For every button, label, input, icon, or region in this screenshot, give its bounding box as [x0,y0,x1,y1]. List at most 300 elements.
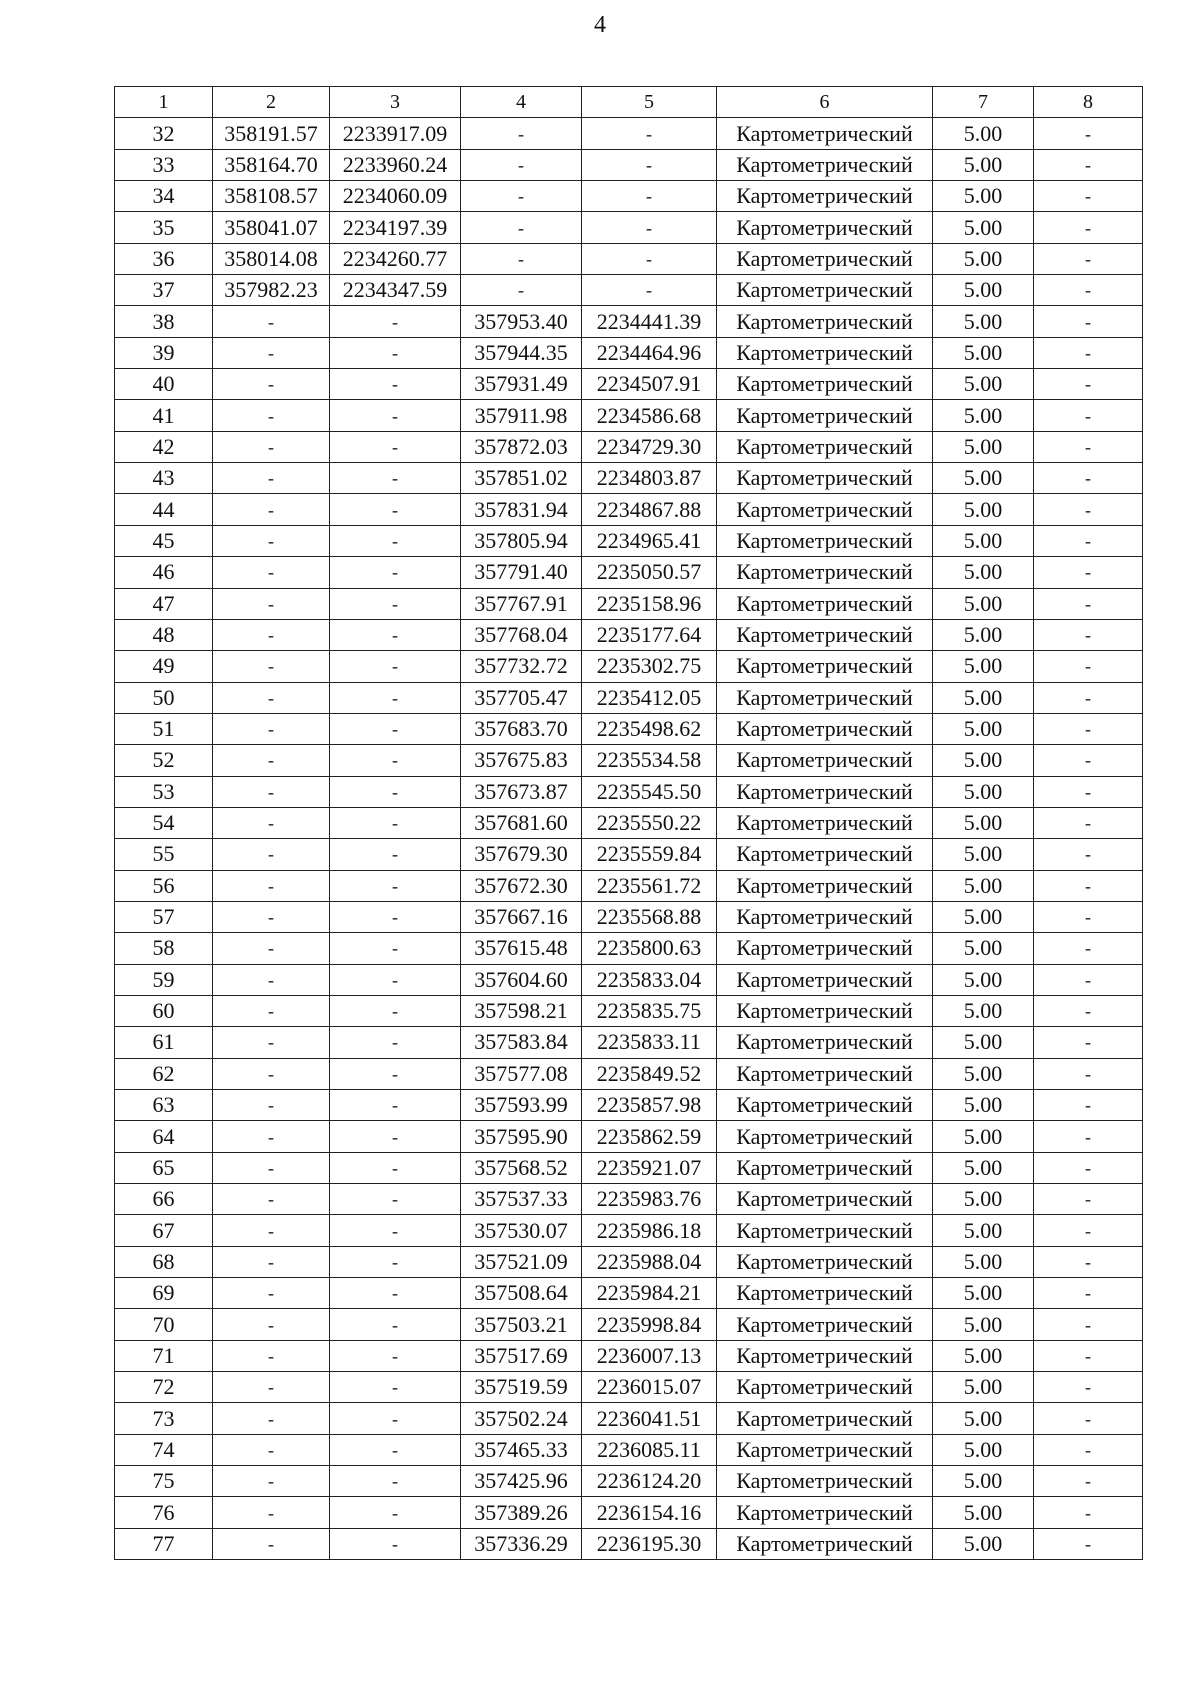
table-row [115,557,1143,588]
table-cell: 357675.83 [461,745,582,776]
table-cell: - [330,494,461,525]
table-cell: - [213,1184,330,1215]
table-cell: 357944.35 [461,337,582,368]
table-cell: 357508.64 [461,1278,582,1309]
table-row [115,1340,1143,1371]
table-cell: 2235800.63 [582,933,717,964]
table-cell: - [330,369,461,400]
table-row [115,369,1143,400]
table-cell: Картометрический [717,1309,933,1340]
table-cell: - [330,933,461,964]
column-header: 2 [213,87,330,118]
table-row [115,1278,1143,1309]
table-cell: - [461,181,582,212]
table-cell: 46 [115,557,213,588]
table-cell: 2235988.04 [582,1246,717,1277]
table-cell: 357521.09 [461,1246,582,1277]
table-cell: - [213,682,330,713]
table-cell: 358014.08 [213,243,330,274]
table-cell: 357593.99 [461,1090,582,1121]
table-cell: 357872.03 [461,431,582,462]
table-cell: 357537.33 [461,1184,582,1215]
table-cell: 2234347.59 [330,275,461,306]
table-cell: - [1034,1152,1143,1183]
table-cell: 2235833.04 [582,964,717,995]
table-cell: 5.00 [933,275,1034,306]
table-cell: - [1034,1434,1143,1465]
table-cell: - [1034,1497,1143,1528]
table-cell: 2234729.30 [582,431,717,462]
table-cell: 5.00 [933,1434,1034,1465]
table-cell: 5.00 [933,713,1034,744]
page-number: 4 [594,12,606,38]
table-cell: 357598.21 [461,995,582,1026]
table-cell: 357851.02 [461,463,582,494]
table-cell: 2236007.13 [582,1340,717,1371]
table-cell: 5.00 [933,463,1034,494]
table-cell: - [213,1309,330,1340]
table-cell: 5.00 [933,807,1034,838]
table-cell: 357465.33 [461,1434,582,1465]
table-cell: - [213,1372,330,1403]
table-cell: 2235550.22 [582,807,717,838]
table-cell: 50 [115,682,213,713]
table-cell: 5.00 [933,745,1034,776]
table-cell: 67 [115,1215,213,1246]
table-cell: 2235983.76 [582,1184,717,1215]
table-cell: - [330,463,461,494]
table-cell: Картометрический [717,149,933,180]
table-cell: - [213,1278,330,1309]
table-cell: - [1034,870,1143,901]
table-cell: 2235568.88 [582,901,717,932]
table-cell: 5.00 [933,1497,1034,1528]
table-cell: - [582,149,717,180]
table-cell: - [213,870,330,901]
table-cell: Картометрический [717,400,933,431]
table-cell: - [1034,1246,1143,1277]
table-cell: - [330,1403,461,1434]
table-cell: 2235302.75 [582,651,717,682]
table-cell: - [213,1121,330,1152]
table-cell: Картометрический [717,306,933,337]
table-cell: - [1034,181,1143,212]
table-cell: - [330,1466,461,1497]
table-cell: 357732.72 [461,651,582,682]
table-cell: - [1034,525,1143,556]
table-cell: Картометрический [717,181,933,212]
table-row [115,682,1143,713]
table-cell: 5.00 [933,1278,1034,1309]
table-cell: - [330,807,461,838]
table-cell: 56 [115,870,213,901]
table-cell: 2235986.18 [582,1215,717,1246]
table-cell: Картометрический [717,1466,933,1497]
table-cell: 5.00 [933,1403,1034,1434]
table-cell: 39 [115,337,213,368]
table-cell: - [213,525,330,556]
table-cell: 41 [115,400,213,431]
table-cell: 357768.04 [461,619,582,650]
table-cell: 40 [115,369,213,400]
table-cell: 5.00 [933,651,1034,682]
table-cell: 5.00 [933,243,1034,274]
table-cell: 5.00 [933,494,1034,525]
table-cell: Картометрический [717,525,933,556]
table-cell: - [213,494,330,525]
table-cell: - [1034,964,1143,995]
table-row [115,1497,1143,1528]
table-cell: 5.00 [933,400,1034,431]
table-cell: Картометрический [717,682,933,713]
table-cell: 44 [115,494,213,525]
table-cell: - [1034,933,1143,964]
table-cell: 34 [115,181,213,212]
table-cell: - [330,400,461,431]
table-cell: 49 [115,651,213,682]
table-row [115,1528,1143,1559]
table-cell: - [213,933,330,964]
table-row [115,525,1143,556]
table-cell: 73 [115,1403,213,1434]
table-cell: - [330,839,461,870]
column-header: 3 [330,87,461,118]
table-cell: 5.00 [933,1466,1034,1497]
table-row [115,1090,1143,1121]
table-cell: 2235050.57 [582,557,717,588]
table-cell: 357502.24 [461,1403,582,1434]
table-cell: Картометрический [717,1497,933,1528]
table-cell: 2235559.84 [582,839,717,870]
table-cell: - [213,964,330,995]
table-row [115,306,1143,337]
table-cell: 2235498.62 [582,713,717,744]
table-cell: 2235862.59 [582,1121,717,1152]
table-row [115,337,1143,368]
table-cell: Картометрический [717,745,933,776]
table-cell: - [1034,369,1143,400]
table-cell: 76 [115,1497,213,1528]
table-cell: - [1034,306,1143,337]
table-cell: - [330,776,461,807]
table-row [115,870,1143,901]
table-cell: Картометрический [717,118,933,149]
table-cell: 357530.07 [461,1215,582,1246]
table-cell: 61 [115,1027,213,1058]
table-cell: 42 [115,431,213,462]
table-cell: 2233917.09 [330,118,461,149]
table-cell: - [330,1309,461,1340]
table-cell: 357931.49 [461,369,582,400]
table-cell: - [330,306,461,337]
table-cell: - [330,901,461,932]
table-cell: 357672.30 [461,870,582,901]
table-cell: 72 [115,1372,213,1403]
table-row [115,149,1143,180]
table-cell: - [330,1058,461,1089]
table-cell: 5.00 [933,369,1034,400]
table-cell: 2235158.96 [582,588,717,619]
table-cell: 5.00 [933,1340,1034,1371]
table-cell: Картометрический [717,1090,933,1121]
table-cell: Картометрический [717,995,933,1026]
table-cell: 5.00 [933,1058,1034,1089]
table-cell: - [330,1121,461,1152]
table-cell: 2235921.07 [582,1152,717,1183]
table-cell: Картометрический [717,243,933,274]
table-cell: 74 [115,1434,213,1465]
table-cell: - [1034,651,1143,682]
table-cell: 5.00 [933,1090,1034,1121]
table-cell: Картометрический [717,1340,933,1371]
table-cell: - [213,369,330,400]
table-row [115,713,1143,744]
table-cell: 5.00 [933,1309,1034,1340]
table-cell: - [330,1090,461,1121]
table-cell: - [330,588,461,619]
table-cell: 5.00 [933,149,1034,180]
table-cell: 53 [115,776,213,807]
table-cell: Картометрический [717,1372,933,1403]
table-cell: - [1034,1372,1143,1403]
table-cell: - [330,525,461,556]
table-cell: Картометрический [717,275,933,306]
table-cell: - [1034,807,1143,838]
table-cell: 5.00 [933,1215,1034,1246]
table-cell: - [1034,1528,1143,1559]
table-row [115,275,1143,306]
table-cell: 5.00 [933,619,1034,650]
column-header: 5 [582,87,717,118]
table-cell: - [582,212,717,243]
table-cell: - [330,995,461,1026]
table-row [115,243,1143,274]
table-cell: 32 [115,118,213,149]
table-cell: - [1034,212,1143,243]
table-cell: 66 [115,1184,213,1215]
table-cell: 59 [115,964,213,995]
table-cell: - [330,1246,461,1277]
table-cell: - [1034,1184,1143,1215]
table-cell: - [213,400,330,431]
table-cell: 2234464.96 [582,337,717,368]
table-row [115,400,1143,431]
table-cell: - [1034,400,1143,431]
table-cell: Картометрический [717,901,933,932]
table-cell: 36 [115,243,213,274]
table-row [115,776,1143,807]
table-cell: 357583.84 [461,1027,582,1058]
table-cell: Картометрический [717,964,933,995]
table-cell: Картометрический [717,212,933,243]
table-cell: 2236085.11 [582,1434,717,1465]
table-cell: - [1034,588,1143,619]
table-cell: 2235835.75 [582,995,717,1026]
table-cell: - [1034,1058,1143,1089]
table-cell: 38 [115,306,213,337]
table-cell: - [1034,619,1143,650]
table-cell: - [330,964,461,995]
table-cell: 5.00 [933,181,1034,212]
table-cell: - [213,1528,330,1559]
table-cell: - [213,463,330,494]
table-cell: - [582,118,717,149]
table-cell: - [1034,1278,1143,1309]
table-cell: 357667.16 [461,901,582,932]
table-cell: - [213,1215,330,1246]
table-cell: 5.00 [933,1121,1034,1152]
table-cell: - [213,1434,330,1465]
table-cell: 5.00 [933,933,1034,964]
table-cell: - [213,1340,330,1371]
table-cell: - [582,275,717,306]
table-row [115,1215,1143,1246]
table-cell: 2235177.64 [582,619,717,650]
table-cell: 357982.23 [213,275,330,306]
table-cell: - [1034,431,1143,462]
table-cell: 60 [115,995,213,1026]
table-cell: Картометрический [717,651,933,682]
table-cell: - [1034,1027,1143,1058]
table-cell: 5.00 [933,901,1034,932]
table-cell: 51 [115,713,213,744]
table-cell: 357673.87 [461,776,582,807]
table-cell: 357831.94 [461,494,582,525]
table-row [115,1309,1143,1340]
table-cell: 65 [115,1152,213,1183]
table-cell: 2234441.39 [582,306,717,337]
table-cell: - [330,1528,461,1559]
table-row [115,964,1143,995]
table-cell: 5.00 [933,525,1034,556]
table-cell: - [582,181,717,212]
table-cell: Картометрический [717,870,933,901]
table-cell: 35 [115,212,213,243]
table-row [115,619,1143,650]
table-cell: - [330,1340,461,1371]
column-header: 7 [933,87,1034,118]
table-row [115,431,1143,462]
table-row [115,118,1143,149]
table-cell: 5.00 [933,431,1034,462]
table-cell: - [213,713,330,744]
table-cell: 48 [115,619,213,650]
table-cell: 357336.29 [461,1528,582,1559]
table-cell: - [213,1246,330,1277]
table-cell: - [1034,557,1143,588]
table-cell: 357683.70 [461,713,582,744]
table-cell: - [330,557,461,588]
table-cell: - [213,995,330,1026]
table-cell: - [213,1497,330,1528]
table-cell: 70 [115,1309,213,1340]
table-cell: 63 [115,1090,213,1121]
table-cell: 2234586.68 [582,400,717,431]
table-cell: - [330,651,461,682]
table-cell: 5.00 [933,212,1034,243]
table-row [115,839,1143,870]
table-row [115,901,1143,932]
table-cell: Картометрический [717,369,933,400]
table-cell: Картометрический [717,1027,933,1058]
table-cell: 2235849.52 [582,1058,717,1089]
table-cell: Картометрический [717,588,933,619]
table-cell: 2236195.30 [582,1528,717,1559]
table-cell: - [461,118,582,149]
table-cell: - [213,1403,330,1434]
table-cell: 5.00 [933,870,1034,901]
table-row [115,1058,1143,1089]
table-cell: 5.00 [933,1246,1034,1277]
table-cell: Картометрический [717,1528,933,1559]
table-row [115,212,1143,243]
table-cell: 2235857.98 [582,1090,717,1121]
table-cell: 357791.40 [461,557,582,588]
table-cell: 47 [115,588,213,619]
table-cell: Картометрический [717,776,933,807]
table-cell: - [213,776,330,807]
table-cell: 55 [115,839,213,870]
table-cell: - [330,619,461,650]
table-body [115,87,1143,1560]
table-cell: - [213,839,330,870]
table-cell: 68 [115,1246,213,1277]
table-cell: 358108.57 [213,181,330,212]
table-cell: Картометрический [717,463,933,494]
table-cell: - [213,337,330,368]
table-cell: - [330,1497,461,1528]
table-cell: - [330,870,461,901]
table-cell: - [461,149,582,180]
table-cell: 2236154.16 [582,1497,717,1528]
table-cell: 5.00 [933,337,1034,368]
table-cell: 57 [115,901,213,932]
table-cell: 33 [115,149,213,180]
table-cell: 358164.70 [213,149,330,180]
table-cell: 2234197.39 [330,212,461,243]
table-row [115,933,1143,964]
table-cell: - [213,1152,330,1183]
table-cell: 2236041.51 [582,1403,717,1434]
table-cell: 58 [115,933,213,964]
table-cell: - [1034,839,1143,870]
table-cell: 2235534.58 [582,745,717,776]
table-cell: 357389.26 [461,1497,582,1528]
coordinates-table [114,86,1143,1560]
table-cell: 2235412.05 [582,682,717,713]
table-cell: - [330,713,461,744]
table-cell: Картометрический [717,1152,933,1183]
table-cell: 357503.21 [461,1309,582,1340]
table-cell: - [213,745,330,776]
table-cell: 5.00 [933,118,1034,149]
table-cell: - [213,1027,330,1058]
table-row [115,1372,1143,1403]
table-cell: - [330,431,461,462]
table-cell: - [1034,745,1143,776]
table-cell: - [1034,337,1143,368]
table-cell: 52 [115,745,213,776]
table-cell: - [461,275,582,306]
table-cell: - [330,337,461,368]
table-cell: - [1034,118,1143,149]
table-cell: - [1034,1121,1143,1152]
table-cell: 357767.91 [461,588,582,619]
table-cell: - [330,1215,461,1246]
table-cell: Картометрический [717,431,933,462]
table-cell: - [1034,275,1143,306]
table-cell: 45 [115,525,213,556]
